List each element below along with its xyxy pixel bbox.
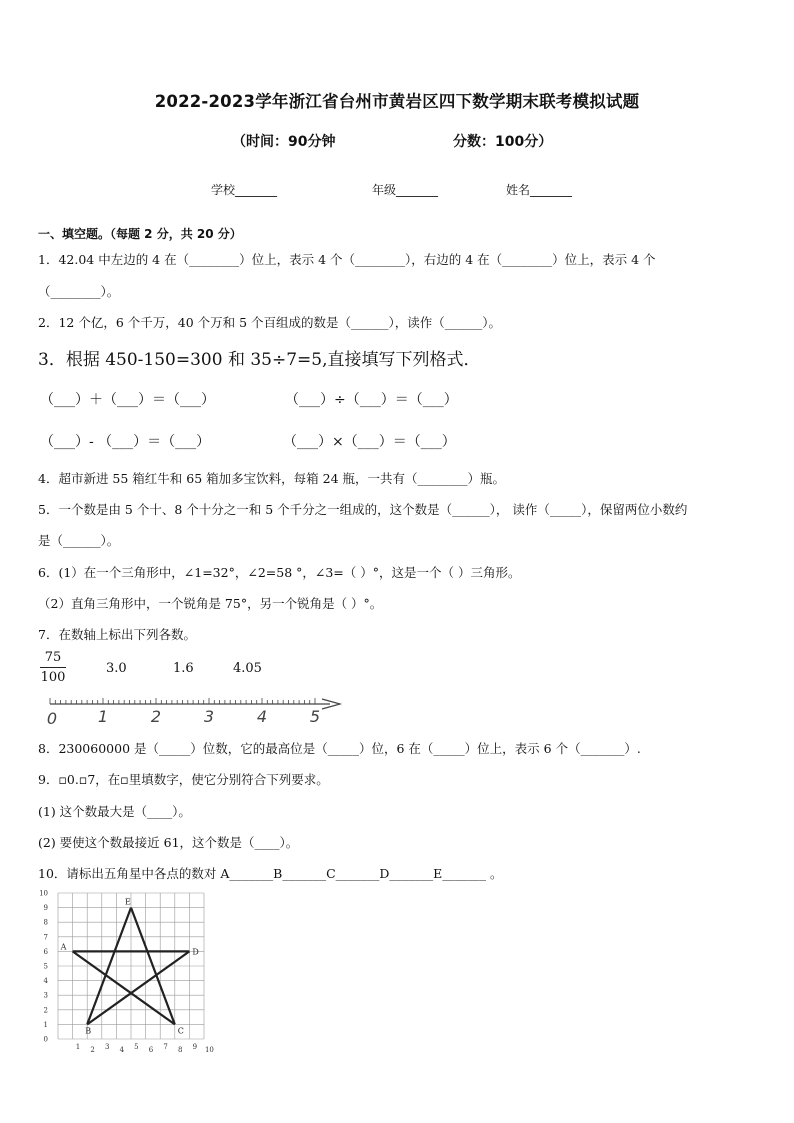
value-4-05: 4.05 xyxy=(233,661,262,676)
y-tick-label: 3 xyxy=(43,991,48,1000)
x-tick-label: 1 xyxy=(75,1043,81,1051)
value-3-0: 3.0 xyxy=(106,661,127,676)
equation-multiply: （___）×（___）＝（___） xyxy=(283,434,456,450)
equation-divide: （___）÷（___）＝（___） xyxy=(285,392,458,408)
y-tick-label: 2 xyxy=(43,1006,48,1015)
section-heading: 一、填空题。（每题 2 分，共 20 分） xyxy=(38,227,242,241)
question-5-line2: 是（______）。 xyxy=(38,533,120,548)
axis-label-4: 4 xyxy=(256,707,268,726)
axis-label-5: 5 xyxy=(309,707,321,726)
fraction-denominator: 100 xyxy=(40,670,66,685)
axis-label-3: 3 xyxy=(203,707,215,726)
y-tick-label: 8 xyxy=(43,918,48,927)
grade-field: 年级_______ xyxy=(372,183,439,197)
question-7-prompt: 7．在数轴上标出下列各数。 xyxy=(38,627,196,642)
point-label-d: D xyxy=(192,947,199,957)
axis-label-2: 2 xyxy=(150,707,162,726)
question-4: 4．超市新进 55 箱红牛和 65 箱加多宝饮料，每箱 24 瓶，一共有（________）瓶。 xyxy=(38,471,506,486)
y-tick-label: 6 xyxy=(43,947,48,956)
school-field: 学校_______ xyxy=(211,183,278,197)
question-8: 8．230060000 是（_____）位数，它的最高位是（_____）位，6 在（_____）位上，表示 6 个（_______）. xyxy=(38,741,641,756)
x-tick-label: 3 xyxy=(104,1043,110,1051)
point-labels xyxy=(60,898,199,1036)
y-tick-label: 10 xyxy=(39,889,48,898)
question-2: 2．12 个亿，6 个千万，40 个万和 5 个百组成的数是（______），读作（______）。 xyxy=(38,315,502,330)
time-label: （时间：90分钟 xyxy=(232,134,336,150)
number-line xyxy=(38,692,348,728)
point-label-c: C xyxy=(177,1026,184,1036)
point-label-a: A xyxy=(60,942,67,952)
question-9-part-a: (1) 这个数最大是（____）。 xyxy=(38,804,191,819)
grid-x-labels xyxy=(76,1043,214,1054)
x-tick-label: 7 xyxy=(163,1043,168,1051)
x-tick-label: 6 xyxy=(148,1046,154,1054)
question-6-line2: （2）直角三角形中，一个锐角是 75°，另一个锐角是（ ）°。 xyxy=(38,596,383,611)
grid-lines xyxy=(58,893,204,1039)
x-tick-label: 4 xyxy=(119,1046,125,1054)
axis-label-1: 1 xyxy=(97,707,109,726)
grid-y-labels xyxy=(39,890,48,1044)
x-tick-label: 10 xyxy=(204,1046,214,1054)
x-tick-label: 9 xyxy=(192,1043,198,1051)
score-label: 分数：100分） xyxy=(453,134,553,150)
y-tick-label: 5 xyxy=(43,962,48,971)
question-6-line1: 6．(1）在一个三角形中，∠1=32°，∠2=58 °，∠3=（ ）°，这是一个（ ）三角形。 xyxy=(38,565,521,580)
name-field: 姓名_______ xyxy=(506,183,573,197)
x-tick-label: 5 xyxy=(134,1043,139,1051)
question-3-prompt: 3．根据 450-150=300 和 35÷7=5,直接填写下列格式． xyxy=(38,350,481,370)
axis-label-0: 0 xyxy=(46,709,58,728)
question-9-prompt: 9．▫0.▫7，在▫里填数字，使它分别符合下列要求。 xyxy=(38,772,329,787)
equation-subtract: （___）- （___）＝（___） xyxy=(40,434,211,450)
question-5-line1: 5．一个数是由 5 个十、8 个十分之一和 5 个千分之一组成的，这个数是（______）， 读作（_____），保留两位小数约 xyxy=(38,502,688,517)
point-label-e: E xyxy=(125,897,131,907)
fraction-value xyxy=(40,650,66,685)
y-tick-label: 7 xyxy=(43,933,48,942)
star-grid-figure xyxy=(30,889,245,1055)
value-1-6: 1.6 xyxy=(173,661,194,676)
question-1-line1: 1．42.04 中左边的 4 在（________）位上，表示 4 个（________），右边的 4 在（________）位上，表示 4 个 xyxy=(38,252,656,267)
y-tick-label: 9 xyxy=(43,904,48,913)
exam-title: 2022-2023学年浙江省台州市黄岩区四下数学期末联考模拟试题 xyxy=(154,92,640,111)
star-edge xyxy=(73,951,175,1024)
y-tick-label: 4 xyxy=(43,977,48,986)
fraction-numerator: 75 xyxy=(40,650,66,668)
question-10: 10．请标出五角星中各点的数对 A_______B_______C_______D_______E_______ 。 xyxy=(38,866,503,881)
y-tick-label: 0 xyxy=(43,1035,48,1044)
y-tick-label: 1 xyxy=(43,1020,48,1029)
question-1-line2: （________）。 xyxy=(38,284,120,299)
equation-add: （___）＋（___）＝（___） xyxy=(40,392,215,408)
point-label-b: B xyxy=(85,1026,92,1036)
star-edge xyxy=(87,951,189,1024)
number-line-ticks xyxy=(50,698,315,704)
x-tick-label: 2 xyxy=(90,1046,95,1054)
x-tick-label: 8 xyxy=(177,1046,183,1054)
question-9-part-b: (2) 要使这个数最接近 61，这个数是（____）。 xyxy=(38,835,299,850)
